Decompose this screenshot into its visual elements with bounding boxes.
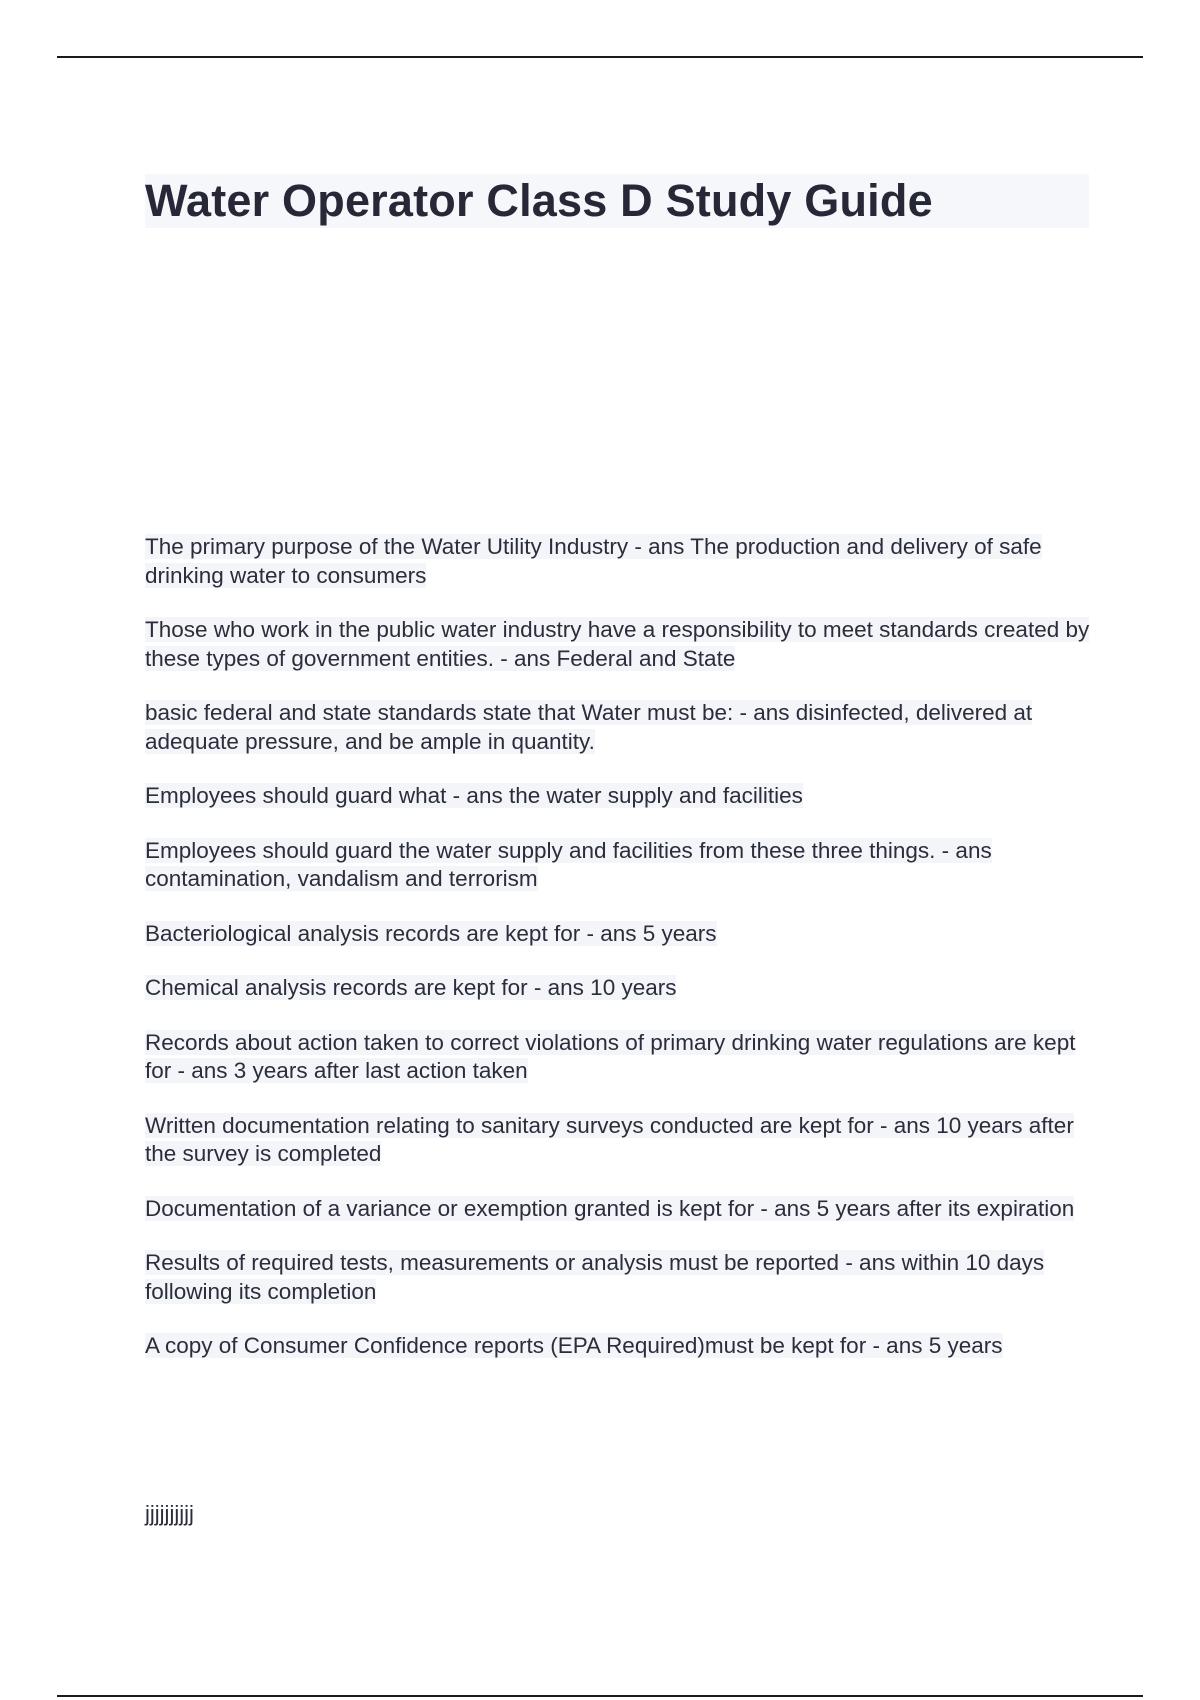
qa-item [145,533,1090,590]
qa-item-text: Chemical analysis records are kept for - ans 10 years [145,975,677,1000]
qa-item-text: Results of required tests, measurements or analysis must be reported - ans within 10 days following its completion [145,1250,1045,1304]
qa-item-text: Employees should guard what - ans the water supply and facilities [145,783,803,808]
qa-item [145,1029,1090,1086]
qa-item [145,1249,1090,1306]
qa-item [145,1112,1090,1169]
qa-item-text: basic federal and state standards state that Water must be: - ans disinfected, delivered at adequate pressure, and be ample in quantity. [145,700,1033,754]
qa-item-text: Written documentation relating to sanitary surveys conducted are kept for - ans 10 years after the survey is completed [145,1112,1074,1166]
qa-list [145,533,1090,1387]
qa-item [145,1332,1090,1361]
title-block [145,174,1089,228]
qa-item [145,974,1090,1003]
qa-item-text: Employees should guard the water supply and facilities from these three things. - ans contamination, vandalism and terrorism [145,837,992,891]
qa-item-text: The primary purpose of the Water Utility Industry - ans The production and delivery of safe drinking water to consumers [145,534,1042,588]
top-rule [57,56,1143,58]
qa-item-text: Records about action taken to correct violations of primary drinking water regulations are kept for - ans 3 years after last action taken [145,1029,1076,1083]
qa-item-text: Those who work in the public water industry have a responsibility to meet standards created by these types of government entities. - ans Federal and State [145,617,1090,671]
qa-item-text: Bacteriological analysis records are kept for - ans 5 years [145,920,717,946]
qa-item-text: A copy of Consumer Confidence reports (EPA Required)must be kept for - ans 5 years [145,1333,1003,1358]
page-title: Water Operator Class D Study Guide [145,175,933,226]
qa-item [145,699,1090,756]
qa-item [145,616,1090,673]
bottom-rule [57,1695,1143,1697]
qa-item [145,920,1090,949]
footer-note: jjjjjjjjjj [145,1501,194,1526]
qa-item-text: Documentation of a variance or exemption granted is kept for - ans 5 years after its expiration [145,1195,1075,1221]
qa-item [145,837,1090,894]
qa-item [145,1195,1090,1224]
qa-item [145,782,1090,811]
